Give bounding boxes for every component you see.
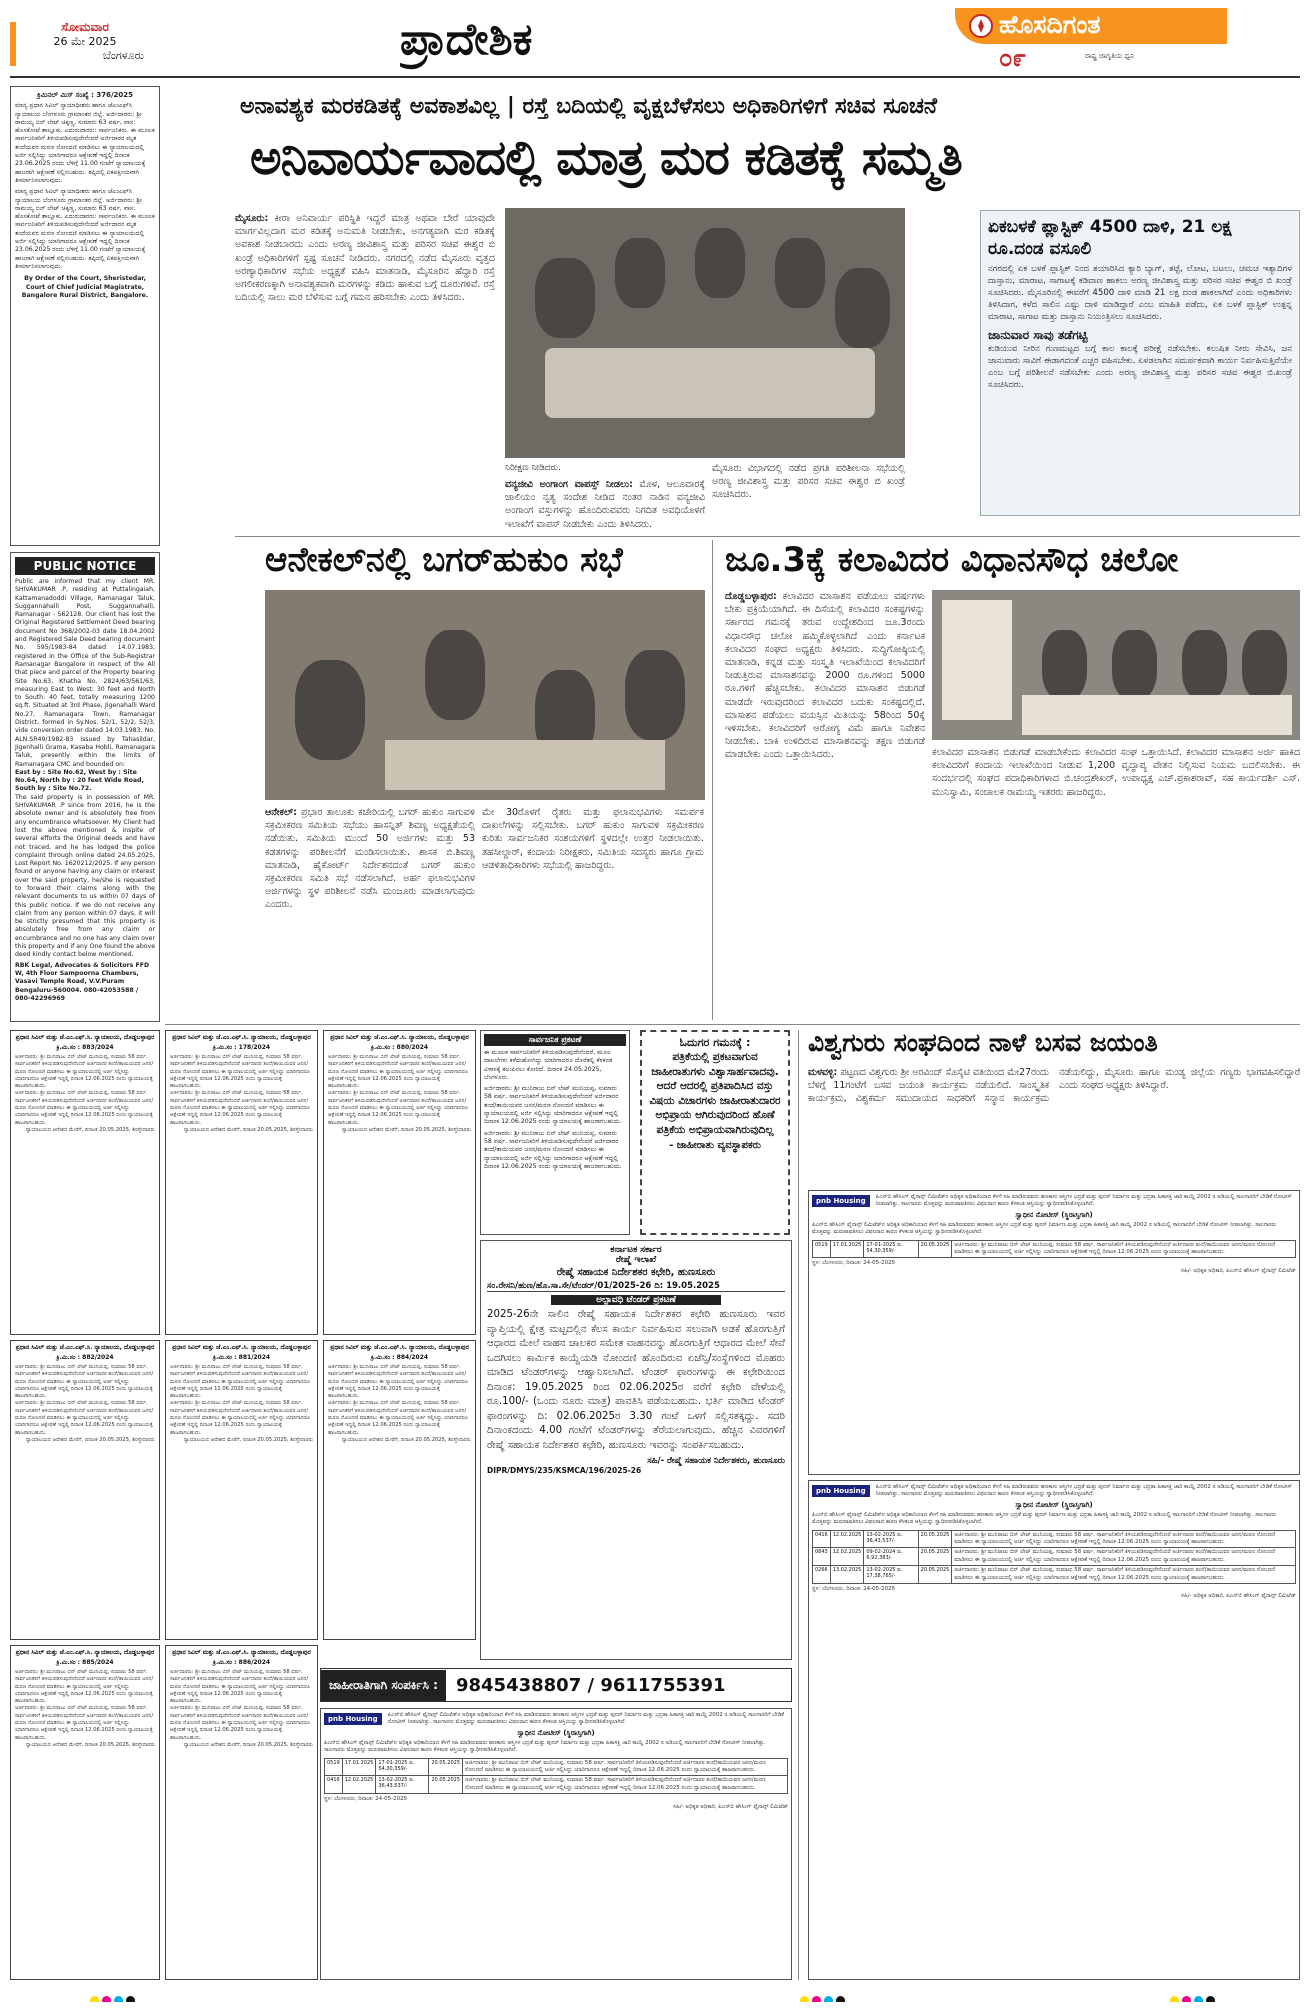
tender-notice [480, 1240, 792, 1660]
anekal-dateline: ಆನೇಕಲ್: [265, 807, 297, 818]
lead-kicker: ಅನಾವಶ್ಯಕ ಮರಕಡಿತಕ್ಕೆ ಅವಕಾಶವಿಲ್ಲ | ರಸ್ತೆ ಬದಿಯಲ್ಲಿ ವೃಕ್ಷಬೆಳೆಸಲು ಅಧಿಕಾರಿಗಳಿಗೆ ಸಚಿವ ಸೂಚನೆ [240, 94, 938, 119]
readers-notice [640, 1030, 790, 1235]
court-notice-body-2: ಮಾನ್ಯ ಪ್ರಧಾನ ಸಿವಿಲ್ ನ್ಯಾಯಾಧೀಶರು ಹಾಗೂ ಜೆಎಂಎಫ್‌ಸಿ ನ್ಯಾಯಾಲಯ ಬೆಂಗಳೂರು ಗ್ರಾಮಾಂತರ ಜಿಲ್ಲೆ. ಅರ್ಜಿದಾರರು: ಶ್ರೀ ರಾಮಯ್ಯ ಬಿನ್ ಲೇಟ್ ಚಿಕ್ಕಣ್ಣ, ಸುಮಾರು 63 ವರ್ಷ, ವಾಸ: ಹೊಸಕೋಟೆ ತಾಲ್ಲೂಕು. ಎದುರುದಾರರು: ಸಾರ್ವಜನಿಕರು. ಈ ಮೂಲಕ ಸಾರ್ವಜನಿಕರಿಗೆ ತಿಳಿಯಪಡಿಸುವುದೇನೆಂದರೆ ಅರ್ಜಿದಾರರ ಮೃತ ತಂದೆಯವರ ಮರಣ ನೋಂದಣಿ ಮಾಡಿಸಲು ಈ ನ್ಯಾಯಾಲಯದಲ್ಲಿ ಅರ್ಜಿ ಸಲ್ಲಿಸಿದ್ದು ಯಾರಿಗಾದರೂ ಆಕ್ಷೇಪಣೆ ಇದ್ದಲ್ಲಿ ದಿನಾಂಕ 23.06.2025 ರಂದು ಬೆಳಿಗ್ಗೆ 11.00 ಗಂಟೆಗೆ ನ್ಯಾಯಾಲಯಕ್ಕೆ ಹಾಜರಾಗಿ ಆಕ್ಷೇಪಣೆ ಸಲ್ಲಿಸಬಹುದು. ತಪ್ಪಿದಲ್ಲಿ ಏಕಪಕ್ಷೀಯವಾಗಿ ತೀರ್ಮಾನಿಸಲಾಗುವುದು. [15, 188, 155, 270]
pnb-notice-bottom: pnb Housing ಪಿಎನ್‌ಬಿ ಹೌಸಿಂಗ್ ಫೈನಾನ್ಸ್ ಲಿಮಿಟೆಡ್‌ನ ಅಧಿಕೃತ ಅಧಿಕಾರಿಯಾದ ಕೆಳಗೆ ಸಹಿ ಮಾಡಿರುವವರು ಹಣಕಾಸು ಆಸ್ತಿಗಳ ಭದ್ರತೆ ಮತ್ತು ಪುನರ್ ನಿರ್ಮಾಣ ಮತ್ತು ಭದ್ರತಾ ಹಿತಾಸಕ್ತಿ ಜಾರಿ ಕಾಯ್ದೆ 2002 ರ ಅಡಿಯಲ್ಲಿ ಸಾಲಗಾರರಿಗೆ ಬೇಡಿಕೆ ನೋಟೀಸ್ ನೀಡಲಾಗಿತ್ತು. ಸಾಲಗಾರರು ಮೊತ್ತವನ್ನು ಮರುಪಾವತಿಸಲು ವಿಫಲರಾದ ಕಾರಣ ಕೆಳಕಂಡ ಆಸ್ತಿಯನ್ನು ಸ್ವಾಧೀನಪಡಿಸಿಕೊಳ್ಳಲಾಗಿದೆ. ಸ್ವಾಧೀನ ನೋಟೀಸ್ (ಸ್ಥಿರಾಸ್ತಿಗಾಗಿ) ಪಿಎನ್‌ಬಿ ಹೌಸಿಂಗ್ ಫೈನಾನ್ಸ್ ಲಿಮಿಟೆಡ್‌ನ ಅಧಿಕೃತ ಅಧಿಕಾರಿಯಾದ ಕೆಳಗೆ ಸಹಿ ಮಾಡಿರುವವರು ಹಣಕಾಸು ಆಸ್ತಿಗಳ ಭದ್ರತೆ ಮತ್ತು ಪುನರ್ ನಿರ್ಮಾಣ ಮತ್ತು ಭದ್ರತಾ ಹಿತಾಸಕ್ತಿ ಜಾರಿ ಕಾಯ್ದೆ 2002 ರ ಅಡಿಯಲ್ಲಿ ಸಾಲಗಾರರಿಗೆ ಬೇಡಿಕೆ ನೋಟೀಸ್ ನೀಡಲಾಗಿತ್ತು. ಸಾಲಗಾರರು ಮೊತ್ತವನ್ನು ಮರುಪಾವತಿಸಲು ವಿಫಲರಾದ ಕಾರಣ ಕೆಳಕಂಡ ಆಸ್ತಿಯನ್ನು ಸ್ವಾಧೀನಪಡಿಸಿಕೊಳ್ಳಲಾಗಿದೆ. 0519 17.01.2025 17-01-2025 ರು. 54,30,359/- 20.05.2025 ಅರ್ಜಿದಾರರು: ಶ್ರೀ ಮುನಿರಾಜು ಬಿನ್ ಲೇಟ್ ಮುನಿಯಪ್ಪ, ಸುಮಾರು 58 ವರ್ಷ. ಸಾರ್ವಜನಿಕರಿಗೆ ತಿಳಿಯಪಡಿಸುವುದೇನೆಂದರೆ ಅರ್ಜಿದಾರರ ತಂದೆ/ತಾಯಿಯವರ ಜನನ/ಮರಣ ನೋಂದಣಿ ಮಾಡಿಸಲು ಈ ನ್ಯಾಯಾಲಯದಲ್ಲಿ ಅರ್ಜಿ ಸಲ್ಲಿಸಿದ್ದು ಯಾರಿಗಾದರೂ ಆಕ್ಷೇಪಣೆ ಇದ್ದಲ್ಲಿ ದಿನಾಂಕ 12.06.2025 ರಂದು ನ್ಯಾಯಾಲಯಕ್ಕೆ ಹಾಜರಾಗಬಹುದು. 0416 12.02.2025 13-02-2025 ರು. 36,43,537/- 20.05.2025 ಅರ್ಜಿದಾರರು: ಶ್ರೀ ಮುನಿರಾಜು ಬಿನ್ ಲೇಟ್ ಮುನಿಯಪ್ಪ, ಸುಮಾರು 58 ವರ್ಷ. ಸಾರ್ವಜನಿಕರಿಗೆ ತಿಳಿಯಪಡಿಸುವುದೇನೆಂದರೆ ಅರ್ಜಿದಾರರ ತಂದೆ/ತಾಯಿಯವರ ಜನನ/ಮರಣ ನೋಂದಣಿ ಮಾಡಿಸಲು ಈ ನ್ಯಾಯಾಲಯದಲ್ಲಿ ಅರ್ಜಿ ಸಲ್ಲಿಸಿದ್ದು ಯಾರಿಗಾದರೂ ಆಕ್ಷೇಪಣೆ ಇದ್ದಲ್ಲಿ ದಿನಾಂಕ 12.06.2025 ರಂದು ನ್ಯಾಯಾಲಯಕ್ಕೆ ಹಾಜರಾಗಬಹುದು. ಸ್ಥಳ: ಬೆಂಗಳೂರು, ದಿನಾಂಕ: 24-05-2025 ಸಹಿ/- ಅಧಿಕೃತ ಅಧಿಕಾರಿ, ಪಿಎನ್‌ಬಿ ಹೌಸಿಂಗ್ ಫೈನಾನ್ಸ್ ಲಿಮಿಟೆಡ್ [320, 1708, 792, 1980]
masthead [955, 8, 1227, 72]
anekal-body-col1: ಆನೇಕಲ್: ಪ್ರಭಾರ ತಾಲೂಕು ಕಚೇರಿಯಲ್ಲಿ ಬಗರ್ ಹುಕುಂ ಸಾಗುವಳಿ ಸಕ್ರಮೀಕರಣ ಸಮಿತಿಯ ಸಭೆಯು ಹಾಸನ್ನಿತ್ ಶಿವಣ್ಣ ಅಧ್ಯಕ್ಷತೆಯಲ್ಲಿ ನಡೆಯಿತು. ಸಮಿತಿಯ ಮುಂದೆ 50 ಅರ್ಜಿಗಳು ಮತ್ತು 53 ಕಡತಗಳನ್ನು ಪರಿಶೀಲನೆಗೆ ಮಂಡಿಸಲಾಯಿತು. ಶಾಸಕ ಬಿ.ಶಿವಣ್ಣ ಮಾತನಾಡಿ, ಹೈಕೋರ್ಟ್ ನಿರ್ದೇಶನದಂತೆ ಬಗರ್ ಹುಕುಂ ಸಕ್ರಮೀಕರಣ ಸಮಿತಿ ಸಭೆ ನಡೆಸಲಾಗಿದೆ. ಅರ್ಹ ಫಲಾನುಭವಿಗಳ ಅರ್ಜಿಗಳನ್ನು ಸ್ಥಳ ಪರಿಶೀಲನೆ ನಡೆಸಿ ಮಂಜೂರು ಮಾಡಲಾಗುವುದು ಎಂದರು. [265, 807, 475, 911]
registration-marks-left [90, 1990, 150, 2002]
anekal-body-col2: ಮೇ 30ರೊಳಗೆ ರೈತರು ಮತ್ತು ಫಲಾನುಭವಿಗಳು ಸಮರ್ಪಕ ದಾಖಲೆಗಳನ್ನು ಸಲ್ಲಿಸಬೇಕು. ಬಗರ್ ಹುಕುಂ ಸಾಗುವಳಿ ಸಕ್ರಮೀಕರಣ ಕುರಿತು ಸಾರ್ವಜನಿಕರ ಸಂಶಯಗಳಿಗೆ ಸ್ಥಳದಲ್ಲೇ ಉತ್ತರ ನೀಡಲಾಯಿತು. ತಹಸೀಲ್ದಾರ್, ಕಂದಾಯ ನಿರೀಕ್ಷಕರು, ಸಮಿತಿಯ ಸದಸ್ಯರು ಹಾಗೂ ಗ್ರಾಮ ಆಡಳಿತಾಧಿಕಾರಿಗಳು ಸಭೆಯಲ್ಲಿ ಹಾಜರಿದ್ದರು. [482, 807, 704, 871]
tender-body: 2025-26ನೇ ಸಾಲಿನ ರೇಷ್ಮೆ ಸಹಾಯಕ ನಿರ್ದೇಶಕರ ಕಛೇರಿ ಹುಣಸೂರು ಇವರ ವ್ಯಾಪ್ತಿಯಲ್ಲಿ ಕ್ಷೇತ್ರ ಮಟ್ಟದಲ್ಲಿನ ಕೆಲಸ ಕಾರ್ಯ ನಿರ್ವಹಿಸುವ ಸಲುವಾಗಿ ಅಡಕೆ ಹೊರಗುತ್ತಿಗೆ ಆಧಾರದ ಮೇಲೆ ವಾಹನ ಚಾಲಕರ ಸಮೇತ ವಾಹನವನ್ನು ಹೊರಗುತ್ತಿಗೆ ಆಧಾರದ ಮೇಲೆ ಸೇವೆ ಒದಗಿಸಲು ಕಾರ್ಮಿಕ ಕಾಯ್ದೆಯಡಿ ನೋಂದಣಿ ಹೊಂದಿರುವ ಏಜೆನ್ಸಿ/ಸಂಸ್ಥೆಗಳಿಂದ ಮೊಹರು ಮಾಡಿದ ಟೆಂಡರ್‌ಗಳನ್ನು ಆಹ್ವಾನಿಸಲಾಗಿದೆ. ಟೆಂಡರ್ ಫಾರಂಗಳನ್ನು ಈ ಕಛೇರಿಯಿಂದ ದಿನಾಂಕ: 19.05.2025 ರಿಂದ 02.06.2025ರ ವರೆಗೆ ಕಛೇರಿ ವೇಳೆಯಲ್ಲಿ ರೂ.100/- (ಒಂದು ನೂರು ಮಾತ್ರ) ಪಾವತಿಸಿ ಪಡೆಯಬಹುದು. ಭರ್ತಿ ಮಾಡಿದ ಟೆಂಡರ್ ಫಾರಂಗಳನ್ನು ದಿ: 02.06.2025ರ 3.30 ಗಂಟೆ ಒಳಗೆ ಸಲ್ಲಿಸತಕ್ಕದ್ದು. ಸದರಿ ದಿನಾಂಕದಂದು 4.00 ಗಂಟೆಗೆ ಟೆಂಡರ್‌ಗಳನ್ನು ತೆರೆಯಲಾಗುವುದು. ಹೆಚ್ಚಿನ ವಿವರಗಳಿಗೆ ರೇಷ್ಮೆ ಸಹಾಯಕ ನಿರ್ದೇಶಕರ ಕಛೇರಿ, ಹುಣಸೂರು ಇವರನ್ನು ಸಂಪರ್ಕಿಸಬಹುದು. [487, 1309, 785, 1451]
public-notice [10, 552, 160, 1022]
public-ad: ಸಾರ್ವಜನಿಕ ಪ್ರಕಟಣೆ ಈ ಮೂಲಕ ಸಾರ್ವಜನಿಕರಿಗೆ ತಿಳಿಯಪಡಿಸುವುದೇನೆಂದರೆ, ಮೂಲ ದಾಖಲೆಗಳು ಕಳೆದುಹೋಗಿದ್ದು ಯಾರಿಗಾದರೂ ದೊರೆತಲ್ಲಿ ಕೆಳಕಂಡ ವಿಳಾಸಕ್ಕೆ ತಲುಪಿಸಲು ಕೋರಿದೆ. ದಿನಾಂಕ 24.05.2025, ಬೆಂಗಳೂರು. ಅರ್ಜಿದಾರರು: ಶ್ರೀ ಮುನಿರಾಜು ಬಿನ್ ಲೇಟ್ ಮುನಿಯಪ್ಪ, ಸುಮಾರು 58 ವರ್ಷ. ಸಾರ್ವಜನಿಕರಿಗೆ ತಿಳಿಯಪಡಿಸುವುದೇನೆಂದರೆ ಅರ್ಜಿದಾರರ ತಂದೆ/ತಾಯಿಯವರ ಜನನ/ಮರಣ ನೋಂದಣಿ ಮಾಡಿಸಲು ಈ ನ್ಯಾಯಾಲಯದಲ್ಲಿ ಅರ್ಜಿ ಸಲ್ಲಿಸಿದ್ದು ಯಾರಿಗಾದರೂ ಆಕ್ಷೇಪಣೆ ಇದ್ದಲ್ಲಿ ದಿನಾಂಕ 12.06.2025 ರಂದು ನ್ಯಾಯಾಲಯಕ್ಕೆ ಹಾಜರಾಗಬಹುದು. ಅರ್ಜಿದಾರರು: ಶ್ರೀ ಮುನಿರಾಜು ಬಿನ್ ಲೇಟ್ ಮುನಿಯಪ್ಪ, ಸುಮಾರು 58 ವರ್ಷ. ಸಾರ್ವಜನಿಕರಿಗೆ ತಿಳಿಯಪಡಿಸುವುದೇನೆಂದರೆ ಅರ್ಜಿದಾರರ ತಂದೆ/ತಾಯಿಯವರ ಜನನ/ಮರಣ ನೋಂದಣಿ ಮಾಡಿಸಲು ಈ ನ್ಯಾಯಾಲಯದಲ್ಲಿ ಅರ್ಜಿ ಸಲ್ಲಿಸಿದ್ದು ಯಾರಿಗಾದರೂ ಆಕ್ಷೇಪಣೆ ಇದ್ದಲ್ಲಿ ದಿನಾಂಕ 12.06.2025 ರಂದು ನ್ಯಾಯಾಲಯಕ್ಕೆ ಹಾಜರಾಗಬಹುದು. [480, 1030, 630, 1235]
artists-dateline: ದೊಡ್ಡಬಳ್ಳಾಪುರ: [725, 591, 777, 602]
lead-photo [505, 208, 905, 458]
artists-photo [932, 590, 1300, 740]
rule-upper-bottom [165, 1024, 1300, 1025]
court-ad: ಪ್ರಧಾನ ಸಿವಿಲ್ ಮತ್ತು ಜೆ.ಎಂ.ಎಫ್.ಸಿ. ನ್ಯಾಯಾಲಯ, ದೊಡ್ಡಬಳ್ಳಾಪುರ ಕ್ರಿ.ಮಿ.ಸಂ : 885/2024 ಅರ್ಜಿದಾರರು: ಶ್ರೀ ಮುನಿರಾಜು ಬಿನ್ ಲೇಟ್ ಮುನಿಯಪ್ಪ, ಸುಮಾರು 58 ವರ್ಷ. ಸಾರ್ವಜನಿಕರಿಗೆ ತಿಳಿಯಪಡಿಸುವುದೇನೆಂದರೆ ಅರ್ಜಿದಾರರ ತಂದೆ/ತಾಯಿಯವರ ಜನನ/ಮರಣ ನೋಂದಣಿ ಮಾಡಿಸಲು ಈ ನ್ಯಾಯಾಲಯದಲ್ಲಿ ಅರ್ಜಿ ಸಲ್ಲಿಸಿದ್ದು ಯಾರಿಗಾದರೂ ಆಕ್ಷೇಪಣೆ ಇದ್ದಲ್ಲಿ ದಿನಾಂಕ 12.06.2025 ರಂದು ನ್ಯಾಯಾಲಯಕ್ಕೆ ಹಾಜರಾಗಬಹುದು. ಅರ್ಜಿದಾರರು: ಶ್ರೀ ಮುನಿರಾಜು ಬಿನ್ ಲೇಟ್ ಮುನಿಯಪ್ಪ, ಸುಮಾರು 58 ವರ್ಷ. ಸಾರ್ವಜನಿಕರಿಗೆ ತಿಳಿಯಪಡಿಸುವುದೇನೆಂದರೆ ಅರ್ಜಿದಾರರ ತಂದೆ/ತಾಯಿಯವರ ಜನನ/ಮರಣ ನೋಂದಣಿ ಮಾಡಿಸಲು ಈ ನ್ಯಾಯಾಲಯದಲ್ಲಿ ಅರ್ಜಿ ಸಲ್ಲಿಸಿದ್ದು ಯಾರಿಗಾದರೂ ಆಕ್ಷೇಪಣೆ ಇದ್ದಲ್ಲಿ ದಿನಾಂಕ 12.06.2025 ರಂದು ನ್ಯಾಯಾಲಯಕ್ಕೆ ಹಾಜರಾಗಬಹುದು. ನ್ಯಾಯಾಲಯದ ಆದೇಶದ ಮೇರೆಗೆ, ದಿನಾಂಕ 20.05.2025, ಶಿರಸ್ತೇದಾರರು [10, 1645, 160, 1980]
pnb-logo: pnb Housing [812, 1485, 870, 1497]
basava-body: ಮಳವಳ್ಳಿ: ಪಟ್ಟಣದ ವಿಶ್ವಗುರು ಶ್ರೀ ಅರವಿಂದ್ ಸೊಸೈಟಿ ವತಿಯಿಂದ ಮೇ27ರಂದು ಬೆಳಿಗ್ಗೆ 11ಗಂಟೆಗೆ ಬಸವ ಜಯಂತಿ ಕಾರ್ಯಕ್ರಮ ನಡೆಯಲಿದೆ. ಸಾಂಸ್ಕೃತಿಕ ಕಾರ್ಯಕ್ರಮ, ವಿಶ್ವಕರ್ಮ ಸಮುದಾಯದ ಸಾಧಕರಿಗೆ ಸನ್ಮಾನ ಕಾರ್ಯಕ್ರಮ ನಡೆಯಲಿದ್ದು, ಮೈಸೂರು ಹಾಗೂ ಮಂಡ್ಯ ಜಿಲ್ಲೆಯ ಗಣ್ಯರು ಭಾಗವಹಿಸಲಿದ್ದಾರೆ ಎಂದು ಸಂಘದ ಅಧ್ಯಕ್ಷರು ತಿಳಿಸಿದ್ದಾರೆ. [808, 1067, 1300, 1104]
artists-body-col1: ದೊಡ್ಡಬಳ್ಳಾಪುರ: ಕಲಾವಿದರ ಮಾಸಾಶನ ಪಡೆಯಲು ವರ್ಷಗಳು ಬೇಕು ಪ್ರಕ್ರಿಯೆಯಾಗಿದೆ. ಈ ದಿಸೆಯಲ್ಲಿ ಕಲಾವಿದರ ಸಂಕಷ್ಟಗಳನ್ನು ಸರ್ಕಾರದ ಗಮನಕ್ಕೆ ತರುವ ಉದ್ದೇಶದಿಂದ ಜೂ.3ರಂದು ವಿಧಾನಸೌಧ ಚಲೋ ಹಮ್ಮಿಕೊಳ್ಳಲಾಗಿದೆ ಎಂದು ಕರ್ನಾಟಕ ಕಲಾವಿದರ ಸಂಘದ ಅಧ್ಯಕ್ಷರು ತಿಳಿಸಿದರು. ಸುದ್ದಿಗೋಷ್ಠಿಯಲ್ಲಿ ಮಾತನಾಡಿ, ಕನ್ನಡ ಮತ್ತು ಸಂಸ್ಕೃತಿ ಇಲಾಖೆಯಿಂದ ಕಲಾವಿದರಿಗೆ ನೀಡುತ್ತಿರುವ ಮಾಸಾಶನವನ್ನು 2000 ರೂ.ಗಳಿಂದ 5000 ರೂ.ಗಳಿಗೆ ಹೆಚ್ಚಿಸಬೇಕು. ಕಲಾವಿದರ ಮಾಸಾಶನ ಬಿಡುಗಡೆ ಮಾಡದೇ ಇರುವುದರಿಂದ ಕಲಾವಿದರ ಬದುಕು ಸಂಕಷ್ಟದಲ್ಲಿದೆ. ಮಾಸಾಶನ ಪಡೆಯಲು ವಯಸ್ಸಿನ ಮಿತಿಯನ್ನು 58ರಿಂದ 50ಕ್ಕೆ ಇಳಿಸಬೇಕು. ಕಲಾವಿದರಿಗೆ ಆರೋಗ್ಯ ವಿಮೆ ಹಾಗೂ ನಿವೇಶನ ನೀಡಬೇಕು. ಬಾಕಿ ಉಳಿದಿರುವ ಮಾಸಾಶನವನ್ನು ತಕ್ಷಣ ಬಿಡುಗಡೆ ಮಾಡಬೇಕು ಎಂದು ಒತ್ತಾಯಿಸಿದರು. [725, 591, 925, 761]
anekal-photo [265, 590, 705, 800]
artists-headline: ಜೂ.3ಕ್ಕೆ ಕಲಾವಿದರ ವಿಧಾನಸೌಧ ಚಲೋ [725, 540, 1179, 580]
lead-body-col1 [235, 212, 495, 530]
plastic-subhead: ಜಾನುವಾರ ಸಾವು ತಡೆಗಟ್ಟಿ [988, 328, 1088, 342]
ad-contact-label: ಜಾಹೀರಾತಿಗಾಗಿ ಸಂಪರ್ಕಿಸಿ : [321, 1670, 446, 1701]
registration-marks-mid [800, 1990, 860, 2002]
table-row: 0416 12.02.2025 13-02-2025 ರು. 36,43,537/- 20.05.2025 ಅರ್ಜಿದಾರರು: ಶ್ರೀ ಮುನಿರಾಜು ಬಿನ್ ಲೇಟ್ ಮುನಿಯಪ್ಪ, ಸುಮಾರು 58 ವರ್ಷ. ಸಾರ್ವಜನಿಕರಿಗೆ ತಿಳಿಯಪಡಿಸುವುದೇನೆಂದರೆ ಅರ್ಜಿದಾರರ ತಂದೆ/ತಾಯಿಯವರ ಜನನ/ಮರಣ ನೋಂದಣಿ ಮಾಡಿಸಲು ಈ ನ್ಯಾಯಾಲಯದಲ್ಲಿ ಅರ್ಜಿ ಸಲ್ಲಿಸಿದ್ದು ಯಾರಿಗಾದರೂ ಆಕ್ಷೇಪಣೆ ಇದ್ದಲ್ಲಿ ದಿನಾಂಕ 12.06.2025 ರಂದು ನ್ಯಾಯಾಲಯಕ್ಕೆ ಹಾಜರಾಗಬಹುದು. [813, 1530, 1296, 1548]
pnb-table [324, 1758, 788, 1795]
plastic-body: ನಗರದಲ್ಲಿ ಏಕ ಬಳಕೆ ಪ್ಲಾಸ್ಟಿಕ್ ನಿಂದ ತಯಾರಿಸಿದ ಕ್ಯಾರಿ ಬ್ಯಾಗ್, ತಟ್ಟೆ, ಲೋಟ, ಬಟಲು, ಚಮಚ ಇತ್ಯಾದಿಗಳ ದಾಸ್ತಾನು, ಮಾರಾಟ, ಸಾಗಾಟಕ್ಕೆ ಕಡಿವಾಣ ಹಾಕಲು ಅರಣ್ಯ ಜೀವಿಶಾಸ್ತ್ರ ಮತ್ತು ಪರಿಸರ ಸಚಿವ ಈಶ್ವರ ಬಿ ಖಂಡ್ರೆ ಸೂಚಿಸಿದರು. ಮೈಸೂರಿನಲ್ಲಿ ಈವರೆಗೆ 4500 ದಾಳಿ ಮಾಡಿ 21 ಲಕ್ಷ ದಂಡ ಹಾಕಲಾಗಿದೆ ಎಂದು ಅಧಿಕಾರಿಗಳು ತಿಳಿಸಿದಾಗ, ಕಳೆದ ಸಾಲಿನ ಎಷ್ಟು ದಾಳಿ ಮಾಡಿದ್ದಾರೆ ಎಂಬ ಮಾಹಿತಿ ಪಡೆದು, ಏಕ ಬಳಕೆ ಪ್ಲಾಸ್ಟಿಕ್ ಉತ್ಪನ್ನ ಮಾರಾಟ, ಸಾಗಾಟ ಮತ್ತು ದಾಸ್ತಾನು ನಿಯಂತ್ರಿಸಲು ಸೂಚಿಸಿದರು. [988, 264, 1292, 322]
pnb-table [812, 1530, 1296, 1584]
public-notice-body: Public are informed that my client MR. SHIVAKUMAR .P, residing at Puttalingaiah, Kattamanadoddi Village, Ramanagar Taluk, Suggannahalli Post, Suggannahalli, Ramanagar - 562128. Our client has lost the Original Registered Settlement Deed bearing document No 368/2002-03 date 18.04.2002 and Registered Sale Deed bearing document No. 595/1983-84 dated 14.07.1983, registered in the Office of the Sub-Registrar Ramanagar Bangalore in respect of the All that piece and parcel of the Property bearing Site No.63, Khatha No. 2824/63/561/63, measuring East to West: 30 feet and North to South: 40 feet, totally measuring 1200 sq.ft. Situated at 3rd Phase, Jigenahalli Ward No.27, Ramanagara Town, Ramanagar District, formed in Sy.Nos. 52/1, 52/2, 52/3, vide conversion order dated 14.03.1983, No. ALN.SR49/1982-83 issued by Tahasildar, Jigenhalli Grama, Kasaba Hobli, Ramanagara Taluk, presently within the limits of Ramanagara CMC and bounded on: [15, 578, 155, 768]
anekal-headline: ಆನೇಕಲ್‌ನಲ್ಲಿ ಬಗರ್‌ಹುಕುಂ ಸಭೆ [265, 540, 623, 580]
basava-dateline: ಮಳವಳ್ಳಿ: [808, 1067, 838, 1078]
table-row: 0519 17.01.2025 17-01-2025 ರು. 54,30,359/- 20.05.2025 ಅರ್ಜಿದಾರರು: ಶ್ರೀ ಮುನಿರಾಜು ಬಿನ್ ಲೇಟ್ ಮುನಿಯಪ್ಪ, ಸುಮಾರು 58 ವರ್ಷ. ಸಾರ್ವಜನಿಕರಿಗೆ ತಿಳಿಯಪಡಿಸುವುದೇನೆಂದರೆ ಅರ್ಜಿದಾರರ ತಂದೆ/ತಾಯಿಯವರ ಜನನ/ಮರಣ ನೋಂದಣಿ ಮಾಡಿಸಲು ಈ ನ್ಯಾಯಾಲಯದಲ್ಲಿ ಅರ್ಜಿ ಸಲ್ಲಿಸಿದ್ದು ಯಾರಿಗಾದರೂ ಆಕ್ಷೇಪಣೆ ಇದ್ದಲ್ಲಿ ದಿನಾಂಕ 12.06.2025 ರಂದು ನ್ಯಾಯಾಲಯಕ್ಕೆ ಹಾಜರಾಗಬಹುದು. [813, 1240, 1296, 1258]
artists-body-col2: ಕಲಾವಿದರ ಮಾಸಾಶನ ಬಿಡುಗಡೆ ಮಾಡಬೇಕೆಂದು ಕಲಾವಿದರ ಸಂಘ ಒತ್ತಾಯಿಸಿದೆ. ಕಲಾವಿದರ ಮಾಸಾಶನ ಅರ್ಜಿ ಹಾಕಿದ ಕಲಾವಿದರಿಗೆ ಕಂದಾಯ ಇಲಾಖೆಯಿಂದ ನೀಡುವ 1,200 ವೃದ್ಧಾಪ್ಯ ವೇತನ ನಿಲ್ಲಿಸುವ ನಿಯಮ ಬದಲಿಸಬೇಕು. ಈ ಸಂದರ್ಭದಲ್ಲಿ ಸಂಘದ ಪದಾಧಿಕಾರಿಗಳಾದ ಬಿ.ಚಂದ್ರಶೇಖರ್, ಉಪಾಧ್ಯಕ್ಷ ಎಚ್.ಪ್ರಕಾಶರಾವ್, ಸಹ ಕಾರ್ಯದರ್ಶಿ ಎಸ್. ಮುನಿಸ್ವಾಮಿ, ಸಂಚಾಲಕ ರಾಮಯ್ಯ ಇತರರು ಹಾಜರಿದ್ದರು. [932, 747, 1300, 798]
ad-contact-bar [320, 1668, 792, 1702]
pnb-notice-1: pnb Housing ಪಿಎನ್‌ಬಿ ಹೌಸಿಂಗ್ ಫೈನಾನ್ಸ್ ಲಿಮಿಟೆಡ್‌ನ ಅಧಿಕೃತ ಅಧಿಕಾರಿಯಾದ ಕೆಳಗೆ ಸಹಿ ಮಾಡಿರುವವರು ಹಣಕಾಸು ಆಸ್ತಿಗಳ ಭದ್ರತೆ ಮತ್ತು ಪುನರ್ ನಿರ್ಮಾಣ ಮತ್ತು ಭದ್ರತಾ ಹಿತಾಸಕ್ತಿ ಜಾರಿ ಕಾಯ್ದೆ 2002 ರ ಅಡಿಯಲ್ಲಿ ಸಾಲಗಾರರಿಗೆ ಬೇಡಿಕೆ ನೋಟೀಸ್ ನೀಡಲಾಗಿತ್ತು. ಸಾಲಗಾರರು ಮೊತ್ತವನ್ನು ಮರುಪಾವತಿಸಲು ವಿಫಲರಾದ ಕಾರಣ ಕೆಳಕಂಡ ಆಸ್ತಿಯನ್ನು ಸ್ವಾಧೀನಪಡಿಸಿಕೊಳ್ಳಲಾಗಿದೆ. ಸ್ವಾಧೀನ ನೋಟೀಸ್ (ಸ್ಥಿರಾಸ್ತಿಗಾಗಿ) ಪಿಎನ್‌ಬಿ ಹೌಸಿಂಗ್ ಫೈನಾನ್ಸ್ ಲಿಮಿಟೆಡ್‌ನ ಅಧಿಕೃತ ಅಧಿಕಾರಿಯಾದ ಕೆಳಗೆ ಸಹಿ ಮಾಡಿರುವವರು ಹಣಕಾಸು ಆಸ್ತಿಗಳ ಭದ್ರತೆ ಮತ್ತು ಪುನರ್ ನಿರ್ಮಾಣ ಮತ್ತು ಭದ್ರತಾ ಹಿತಾಸಕ್ತಿ ಜಾರಿ ಕಾಯ್ದೆ 2002 ರ ಅಡಿಯಲ್ಲಿ ಸಾಲಗಾರರಿಗೆ ಬೇಡಿಕೆ ನೋಟೀಸ್ ನೀಡಲಾಗಿತ್ತು. ಸಾಲಗಾರರು ಮೊತ್ತವನ್ನು ಮರುಪಾವತಿಸಲು ವಿಫಲರಾದ ಕಾರಣ ಕೆಳಕಂಡ ಆಸ್ತಿಯನ್ನು ಸ್ವಾಧೀನಪಡಿಸಿಕೊಳ್ಳಲಾಗಿದೆ. 0519 17.01.2025 17-01-2025 ರು. 54,30,359/- 20.05.2025 ಅರ್ಜಿದಾರರು: ಶ್ರೀ ಮುನಿರಾಜು ಬಿನ್ ಲೇಟ್ ಮುನಿಯಪ್ಪ, ಸುಮಾರು 58 ವರ್ಷ. ಸಾರ್ವಜನಿಕರಿಗೆ ತಿಳಿಯಪಡಿಸುವುದೇನೆಂದರೆ ಅರ್ಜಿದಾರರ ತಂದೆ/ತಾಯಿಯವರ ಜನನ/ಮರಣ ನೋಂದಣಿ ಮಾಡಿಸಲು ಈ ನ್ಯಾಯಾಲಯದಲ್ಲಿ ಅರ್ಜಿ ಸಲ್ಲಿಸಿದ್ದು ಯಾರಿಗಾದರೂ ಆಕ್ಷೇಪಣೆ ಇದ್ದಲ್ಲಿ ದಿನಾಂಕ 12.06.2025 ರಂದು ನ್ಯಾಯಾಲಯಕ್ಕೆ ಹಾಜರಾಗಬಹುದು. ಸ್ಥಳ: ಬೆಂಗಳೂರು, ದಿನಾಂಕ: 24-05-2025 ಸಹಿ/- ಅಧಿಕೃತ ಅಧಿಕಾರಿ, ಪಿಎನ್‌ಬಿ ಹೌಸಿಂಗ್ ಫೈನಾನ್ಸ್ ಲಿಮಿಟೆಡ್ [808, 1190, 1300, 1475]
header-city: ಬೆಂಗಳೂರು [102, 49, 144, 62]
table-row: 0266 13.02.2025 13-02-2025 ರು. 17,38,765/- 20.05.2025 ಅರ್ಜಿದಾರರು: ಶ್ರೀ ಮುನಿರಾಜು ಬಿನ್ ಲೇಟ್ ಮುನಿಯಪ್ಪ, ಸುಮಾರು 58 ವರ್ಷ. ಸಾರ್ವಜನಿಕರಿಗೆ ತಿಳಿಯಪಡಿಸುವುದೇನೆಂದರೆ ಅರ್ಜಿದಾರರ ತಂದೆ/ತಾಯಿಯವರ ಜನನ/ಮರಣ ನೋಂದಣಿ ಮಾಡಿಸಲು ಈ ನ್ಯಾಯಾಲಯದಲ್ಲಿ ಅರ್ಜಿ ಸಲ್ಲಿಸಿದ್ದು ಯಾರಿಗಾದರೂ ಆಕ್ಷೇಪಣೆ ಇದ್ದಲ್ಲಿ ದಿನಾಂಕ 12.06.2025 ರಂದು ನ್ಯಾಯಾಲಯಕ್ಕೆ ಹಾಜರಾಗಬಹುದು. [813, 1566, 1296, 1584]
tender-dept: ರೇಷ್ಮೆ ಇಲಾಖೆ [615, 1255, 657, 1265]
plastic-side-box [980, 210, 1300, 516]
court-ad: ಪ್ರಧಾನ ಸಿವಿಲ್ ಮತ್ತು ಜೆ.ಎಂ.ಎಫ್.ಸಿ. ನ್ಯಾಯಾಲಯ, ದೊಡ್ಡಬಳ್ಳಾಪುರ ಕ್ರಿ.ಮಿ.ಸಂ : 881/2024 ಅರ್ಜಿದಾರರು: ಶ್ರೀ ಮುನಿರಾಜು ಬಿನ್ ಲೇಟ್ ಮುನಿಯಪ್ಪ, ಸುಮಾರು 58 ವರ್ಷ. ಸಾರ್ವಜನಿಕರಿಗೆ ತಿಳಿಯಪಡಿಸುವುದೇನೆಂದರೆ ಅರ್ಜಿದಾರರ ತಂದೆ/ತಾಯಿಯವರ ಜನನ/ಮರಣ ನೋಂದಣಿ ಮಾಡಿಸಲು ಈ ನ್ಯಾಯಾಲಯದಲ್ಲಿ ಅರ್ಜಿ ಸಲ್ಲಿಸಿದ್ದು ಯಾರಿಗಾದರೂ ಆಕ್ಷೇಪಣೆ ಇದ್ದಲ್ಲಿ ದಿನಾಂಕ 12.06.2025 ರಂದು ನ್ಯಾಯಾಲಯಕ್ಕೆ ಹಾಜರಾಗಬಹುದು. ಅರ್ಜಿದಾರರು: ಶ್ರೀ ಮುನಿರಾಜು ಬಿನ್ ಲೇಟ್ ಮುನಿಯಪ್ಪ, ಸುಮಾರು 58 ವರ್ಷ. ಸಾರ್ವಜನಿಕರಿಗೆ ತಿಳಿಯಪಡಿಸುವುದೇನೆಂದರೆ ಅರ್ಜಿದಾರರ ತಂದೆ/ತಾಯಿಯವರ ಜನನ/ಮರಣ ನೋಂದಣಿ ಮಾಡಿಸಲು ಈ ನ್ಯಾಯಾಲಯದಲ್ಲಿ ಅರ್ಜಿ ಸಲ್ಲಿಸಿದ್ದು ಯಾರಿಗಾದರೂ ಆಕ್ಷೇಪಣೆ ಇದ್ದಲ್ಲಿ ದಿನಾಂಕ 12.06.2025 ರಂದು ನ್ಯಾಯಾಲಯಕ್ಕೆ ಹಾಜರಾಗಬಹುದು. ನ್ಯಾಯಾಲಯದ ಆದೇಶದ ಮೇರೆಗೆ, ದಿನಾಂಕ 20.05.2025, ಶಿರಸ್ತೇದಾರರು [165, 1340, 318, 1640]
page-number: ೦೯ [999, 44, 1026, 72]
header-day: ಸೋಮವಾರ [61, 20, 109, 34]
pnb-logo: pnb Housing [812, 1195, 870, 1207]
table-row: 0519 17.01.2025 17-01-2025 ರು. 54,30,359/- 20.05.2025 ಅರ್ಜಿದಾರರು: ಶ್ರೀ ಮುನಿರಾಜು ಬಿನ್ ಲೇಟ್ ಮುನಿಯಪ್ಪ, ಸುಮಾರು 58 ವರ್ಷ. ಸಾರ್ವಜನಿಕರಿಗೆ ತಿಳಿಯಪಡಿಸುವುದೇನೆಂದರೆ ಅರ್ಜಿದಾರರ ತಂದೆ/ತಾಯಿಯವರ ಜನನ/ಮರಣ ನೋಂದಣಿ ಮಾಡಿಸಲು ಈ ನ್ಯಾಯಾಲಯದಲ್ಲಿ ಅರ್ಜಿ ಸಲ್ಲಿಸಿದ್ದು ಯಾರಿಗಾದರೂ ಆಕ್ಷೇಪಣೆ ಇದ್ದಲ್ಲಿ ದಿನಾಂಕ 12.06.2025 ರಂದು ನ್ಯಾಯಾಲಯಕ್ಕೆ ಹಾಜರಾಗಬಹುದು. [325, 1758, 788, 1776]
tender-ref: ಸಂ.ರೇಸನಿ/ಹುಣ/ಹೊ.ಸಾ.ಸೇ/ಟೆಂಡರ್/01/2025-26 ದಿ: 19.05.2025 [487, 1281, 785, 1292]
header-left-bar [10, 22, 16, 66]
registration-marks-right [1170, 1990, 1230, 2002]
rule-right-block [798, 1030, 799, 1980]
tender-gov: ಕರ್ನಾಟಕ ಸರ್ಕಾರ [610, 1245, 662, 1255]
public-notice-body-2: The said property is in possession of MR. SHIVAKUMAR .P since from 2016, he is the absolute owner and is absolutely free from any encumbrance whatsoever. My Client had lost the above mentioned & inspite of several efforts the Original deeds and have not traced, and he has lodged the police complaint through online dated 24.05.2025, Lost Report No. 1620212/2025. If any person found or anyone having any claim or interest over the said property, he/she is requested to forward their claims along with the relevant documents to us within 07 days of this public notice. If we do not receive any claim from any person within 07 days, it will be strictly presumed that this property is absolutely free from any claim or encumbrance and no one has any claim over this property and if any One found the above deed kindly contact below mentioned. [15, 793, 155, 959]
masthead-name: ಹೊಸದಿಗಂತ [999, 10, 1101, 39]
ad-contact-phone: 9845438807 / 9611755391 [455, 1674, 726, 1696]
tender-office: ರೇಷ್ಮೆ ಸಹಾಯಕ ನಿರ್ದೇಶಕರ ಕಛೇರಿ, ಹುಣಸೂರು [556, 1267, 716, 1278]
readers-notice-sign: - ಜಾಹೀರಾತು ವ್ಯವಸ್ಥಾಪಕರು [669, 1139, 761, 1151]
pnb-notice-2: pnb Housing ಪಿಎನ್‌ಬಿ ಹೌಸಿಂಗ್ ಫೈನಾನ್ಸ್ ಲಿಮಿಟೆಡ್‌ನ ಅಧಿಕೃತ ಅಧಿಕಾರಿಯಾದ ಕೆಳಗೆ ಸಹಿ ಮಾಡಿರುವವರು ಹಣಕಾಸು ಆಸ್ತಿಗಳ ಭದ್ರತೆ ಮತ್ತು ಪುನರ್ ನಿರ್ಮಾಣ ಮತ್ತು ಭದ್ರತಾ ಹಿತಾಸಕ್ತಿ ಜಾರಿ ಕಾಯ್ದೆ 2002 ರ ಅಡಿಯಲ್ಲಿ ಸಾಲಗಾರರಿಗೆ ಬೇಡಿಕೆ ನೋಟೀಸ್ ನೀಡಲಾಗಿತ್ತು. ಸಾಲಗಾರರು ಮೊತ್ತವನ್ನು ಮರುಪಾವತಿಸಲು ವಿಫಲರಾದ ಕಾರಣ ಕೆಳಕಂಡ ಆಸ್ತಿಯನ್ನು ಸ್ವಾಧೀನಪಡಿಸಿಕೊಳ್ಳಲಾಗಿದೆ. ಸ್ವಾಧೀನ ನೋಟೀಸ್ (ಸ್ಥಿರಾಸ್ತಿಗಾಗಿ) ಪಿಎನ್‌ಬಿ ಹೌಸಿಂಗ್ ಫೈನಾನ್ಸ್ ಲಿಮಿಟೆಡ್‌ನ ಅಧಿಕೃತ ಅಧಿಕಾರಿಯಾದ ಕೆಳಗೆ ಸಹಿ ಮಾಡಿರುವವರು ಹಣಕಾಸು ಆಸ್ತಿಗಳ ಭದ್ರತೆ ಮತ್ತು ಪುನರ್ ನಿರ್ಮಾಣ ಮತ್ತು ಭದ್ರತಾ ಹಿತಾಸಕ್ತಿ ಜಾರಿ ಕಾಯ್ದೆ 2002 ರ ಅಡಿಯಲ್ಲಿ ಸಾಲಗಾರರಿಗೆ ಬೇಡಿಕೆ ನೋಟೀಸ್ ನೀಡಲಾಗಿತ್ತು. ಸಾಲಗಾರರು ಮೊತ್ತವನ್ನು ಮರುಪಾವತಿಸಲು ವಿಫಲರಾದ ಕಾರಣ ಕೆಳಕಂಡ ಆಸ್ತಿಯನ್ನು ಸ್ವಾಧೀನಪಡಿಸಿಕೊಳ್ಳಲಾಗಿದೆ. 0416 12.02.2025 13-02-2025 ರು. 36,43,537/- 20.05.2025 ಅರ್ಜಿದಾರರು: ಶ್ರೀ ಮುನಿರಾಜು ಬಿನ್ ಲೇಟ್ ಮುನಿಯಪ್ಪ, ಸುಮಾರು 58 ವರ್ಷ. ಸಾರ್ವಜನಿಕರಿಗೆ ತಿಳಿಯಪಡಿಸುವುದೇನೆಂದರೆ ಅರ್ಜಿದಾರರ ತಂದೆ/ತಾಯಿಯವರ ಜನನ/ಮರಣ ನೋಂದಣಿ ಮಾಡಿಸಲು ಈ ನ್ಯಾಯಾಲಯದಲ್ಲಿ ಅರ್ಜಿ ಸಲ್ಲಿಸಿದ್ದು ಯಾರಿಗಾದರೂ ಆಕ್ಷೇಪಣೆ ಇದ್ದಲ್ಲಿ ದಿನಾಂಕ 12.06.2025 ರಂದು ನ್ಯಾಯಾಲಯಕ್ಕೆ ಹಾಜರಾಗಬಹುದು. 0843 12.02.2025 09-02-2024 ರು. 6,92,383/- 20.05.2025 ಅರ್ಜಿದಾರರು: ಶ್ರೀ ಮುನಿರಾಜು ಬಿನ್ ಲೇಟ್ ಮುನಿಯಪ್ಪ, ಸುಮಾರು 58 ವರ್ಷ. ಸಾರ್ವಜನಿಕರಿಗೆ ತಿಳಿಯಪಡಿಸುವುದೇನೆಂದರೆ ಅರ್ಜಿದಾರರ ತಂದೆ/ತಾಯಿಯವರ ಜನನ/ಮರಣ ನೋಂದಣಿ ಮಾಡಿಸಲು ಈ ನ್ಯಾಯಾಲಯದಲ್ಲಿ ಅರ್ಜಿ ಸಲ್ಲಿಸಿದ್ದು ಯಾರಿಗಾದರೂ ಆಕ್ಷೇಪಣೆ ಇದ್ದಲ್ಲಿ ದಿನಾಂಕ 12.06.2025 ರಂದು ನ್ಯಾಯಾಲಯಕ್ಕೆ ಹಾಜರಾಗಬಹುದು. 0266 13.02.2025 13-02-2025 ರು. 17,38,765/- 20.05.2025 ಅರ್ಜಿದಾರರು: ಶ್ರೀ ಮುನಿರಾಜು ಬಿನ್ ಲೇಟ್ ಮುನಿಯಪ್ಪ, ಸುಮಾರು 58 ವರ್ಷ. ಸಾರ್ವಜನಿಕರಿಗೆ ತಿಳಿಯಪಡಿಸುವುದೇನೆಂದರೆ ಅರ್ಜಿದಾರರ ತಂದೆ/ತಾಯಿಯವರ ಜನನ/ಮರಣ ನೋಂದಣಿ ಮಾಡಿಸಲು ಈ ನ್ಯಾಯಾಲಯದಲ್ಲಿ ಅರ್ಜಿ ಸಲ್ಲಿಸಿದ್ದು ಯಾರಿಗಾದರೂ ಆಕ್ಷೇಪಣೆ ಇದ್ದಲ್ಲಿ ದಿನಾಂಕ 12.06.2025 ರಂದು ನ್ಯಾಯಾಲಯಕ್ಕೆ ಹಾಜರಾಗಬಹುದು. ಸ್ಥಳ: ಬೆಂಗಳೂರು, ದಿನಾಂಕ: 24-05-2025 ಸಹಿ/- ಅಧಿಕೃತ ಅಧಿಕಾರಿ, ಪಿಎನ್‌ಬಿ ಹೌಸಿಂಗ್ ಫೈನಾನ್ಸ್ ಲಿಮಿಟೆಡ್ [808, 1480, 1300, 1980]
readers-notice-body: ಪತ್ರಿಕೆಯಲ್ಲಿ ಪ್ರಕಟವಾಗುವ ಜಾಹೀರಾತುಗಳು ವಿಶ್ವಾಸಾರ್ಹವಾದವು. ಆದರೆ ಆದರಲ್ಲಿ ಪ್ರತಿಪಾದಿಸಿದ ವಸ್ತು ವಿಷಯ ವಿಚಾರಗಳು ಜಾಹೀರಾತುದಾರರ ಅಭಿಪ್ರಾಯ ಆಗಿರುವುದರಿಂದ ಹೊಣೆ ಪತ್ರಿಕೆಯ ಅಭಿಪ್ರಾಯವಾಗಿರುವುದಿಲ್ಲ [649, 1051, 781, 1136]
rule-mid [712, 540, 713, 1020]
lead-subhead: ವನ್ಯಜೀವಿ ಅಂಗಾಂಗ ವಾಪಸ್ಸ್ ನೀಡಲು: [505, 479, 633, 490]
court-ad: ಪ್ರಧಾನ ಸಿವಿಲ್ ಮತ್ತು ಜೆ.ಎಂ.ಎಫ್.ಸಿ. ನ್ಯಾಯಾಲಯ, ದೊಡ್ಡಬಳ್ಳಾಪುರ ಕ್ರಿ.ಮಿ.ಸಂ : 882/2024 ಅರ್ಜಿದಾರರು: ಶ್ರೀ ಮುನಿರಾಜು ಬಿನ್ ಲೇಟ್ ಮುನಿಯಪ್ಪ, ಸುಮಾರು 58 ವರ್ಷ. ಸಾರ್ವಜನಿಕರಿಗೆ ತಿಳಿಯಪಡಿಸುವುದೇನೆಂದರೆ ಅರ್ಜಿದಾರರ ತಂದೆ/ತಾಯಿಯವರ ಜನನ/ಮರಣ ನೋಂದಣಿ ಮಾಡಿಸಲು ಈ ನ್ಯಾಯಾಲಯದಲ್ಲಿ ಅರ್ಜಿ ಸಲ್ಲಿಸಿದ್ದು ಯಾರಿಗಾದರೂ ಆಕ್ಷೇಪಣೆ ಇದ್ದಲ್ಲಿ ದಿನಾಂಕ 12.06.2025 ರಂದು ನ್ಯಾಯಾಲಯಕ್ಕೆ ಹಾಜರಾಗಬಹುದು. ಅರ್ಜಿದಾರರು: ಶ್ರೀ ಮುನಿರಾಜು ಬಿನ್ ಲೇಟ್ ಮುನಿಯಪ್ಪ, ಸುಮಾರು 58 ವರ್ಷ. ಸಾರ್ವಜನಿಕರಿಗೆ ತಿಳಿಯಪಡಿಸುವುದೇನೆಂದರೆ ಅರ್ಜಿದಾರರ ತಂದೆ/ತಾಯಿಯವರ ಜನನ/ಮರಣ ನೋಂದಣಿ ಮಾಡಿಸಲು ಈ ನ್ಯಾಯಾಲಯದಲ್ಲಿ ಅರ್ಜಿ ಸಲ್ಲಿಸಿದ್ದು ಯಾರಿಗಾದರೂ ಆಕ್ಷೇಪಣೆ ಇದ್ದಲ್ಲಿ ದಿನಾಂಕ 12.06.2025 ರಂದು ನ್ಯಾಯಾಲಯಕ್ಕೆ ಹಾಜರಾಗಬಹುದು. ನ್ಯಾಯಾಲಯದ ಆದೇಶದ ಮೇರೆಗೆ, ದಿನಾಂಕ 20.05.2025, ಶಿರಸ್ತೇದಾರರು [10, 1340, 160, 1640]
court-notice-footer: By Order of the Court, Sheristedar, Court of Chief Judicial Magistrate, Bangalore Rural District, Bangalore. [21, 275, 149, 299]
lead-body-col3: ಮೈಸೂರು ವಿಭಾಗದಲ್ಲಿ ನಡೆದ ಪ್ರಗತಿ ಪರಿಶೀಲನಾ ಸಭೆಯಲ್ಲಿ ಅರಣ್ಯ ಜೀವಿಶಾಸ್ತ್ರ ಮತ್ತು ಪರಿಸರ ಸಚಿವ ಈಶ್ವರ ಬಿ ಖಂಡ್ರೆ ಸೂಚಿಸಿದರು. [712, 463, 905, 501]
court-ad: ಪ್ರಧಾನ ಸಿವಿಲ್ ಮತ್ತು ಜೆ.ಎಂ.ಎಫ್.ಸಿ. ನ್ಯಾಯಾಲಯ, ದೊಡ್ಡಬಳ್ಳಾಪುರ ಕ್ರಿ.ಮಿ.ಸಂ : 178/2024 ಅರ್ಜಿದಾರರು: ಶ್ರೀ ಮುನಿರಾಜು ಬಿನ್ ಲೇಟ್ ಮುನಿಯಪ್ಪ, ಸುಮಾರು 58 ವರ್ಷ. ಸಾರ್ವಜನಿಕರಿಗೆ ತಿಳಿಯಪಡಿಸುವುದೇನೆಂದರೆ ಅರ್ಜಿದಾರರ ತಂದೆ/ತಾಯಿಯವರ ಜನನ/ಮರಣ ನೋಂದಣಿ ಮಾಡಿಸಲು ಈ ನ್ಯಾಯಾಲಯದಲ್ಲಿ ಅರ್ಜಿ ಸಲ್ಲಿಸಿದ್ದು ಯಾರಿಗಾದರೂ ಆಕ್ಷೇಪಣೆ ಇದ್ದಲ್ಲಿ ದಿನಾಂಕ 12.06.2025 ರಂದು ನ್ಯಾಯಾಲಯಕ್ಕೆ ಹಾಜರಾಗಬಹುದು. ಅರ್ಜಿದಾರರು: ಶ್ರೀ ಮುನಿರಾಜು ಬಿನ್ ಲೇಟ್ ಮುನಿಯಪ್ಪ, ಸುಮಾರು 58 ವರ್ಷ. ಸಾರ್ವಜನಿಕರಿಗೆ ತಿಳಿಯಪಡಿಸುವುದೇನೆಂದರೆ ಅರ್ಜಿದಾರರ ತಂದೆ/ತಾಯಿಯವರ ಜನನ/ಮರಣ ನೋಂದಣಿ ಮಾಡಿಸಲು ಈ ನ್ಯಾಯಾಲಯದಲ್ಲಿ ಅರ್ಜಿ ಸಲ್ಲಿಸಿದ್ದು ಯಾರಿಗಾದರೂ ಆಕ್ಷೇಪಣೆ ಇದ್ದಲ್ಲಿ ದಿನಾಂಕ 12.06.2025 ರಂದು ನ್ಯಾಯಾಲಯಕ್ಕೆ ಹಾಜರಾಗಬಹುದು. ನ್ಯಾಯಾಲಯದ ಆದೇಶದ ಮೇರೆಗೆ, ದಿನಾಂಕ 20.05.2025, ಶಿರಸ್ತೇದಾರರು [165, 1030, 318, 1335]
header-rule [10, 76, 1300, 78]
lead-dateline: ಮೈಸೂರು: [235, 213, 269, 224]
court-ad: ಪ್ರಧಾನ ಸಿವಿಲ್ ಮತ್ತು ಜೆ.ಎಂ.ಎಫ್.ಸಿ. ನ್ಯಾಯಾಲಯ, ದೊಡ್ಡಬಳ್ಳಾಪುರ ಕ್ರಿ.ಮಿ.ಸಂ : 883/2024 ಅರ್ಜಿದಾರರು: ಶ್ರೀ ಮುನಿರಾಜು ಬಿನ್ ಲೇಟ್ ಮುನಿಯಪ್ಪ, ಸುಮಾರು 58 ವರ್ಷ. ಸಾರ್ವಜನಿಕರಿಗೆ ತಿಳಿಯಪಡಿಸುವುದೇನೆಂದರೆ ಅರ್ಜಿದಾರರ ತಂದೆ/ತಾಯಿಯವರ ಜನನ/ಮರಣ ನೋಂದಣಿ ಮಾಡಿಸಲು ಈ ನ್ಯಾಯಾಲಯದಲ್ಲಿ ಅರ್ಜಿ ಸಲ್ಲಿಸಿದ್ದು ಯಾರಿಗಾದರೂ ಆಕ್ಷೇಪಣೆ ಇದ್ದಲ್ಲಿ ದಿನಾಂಕ 12.06.2025 ರಂದು ನ್ಯಾಯಾಲಯಕ್ಕೆ ಹಾಜರಾಗಬಹುದು. ಅರ್ಜಿದಾರರು: ಶ್ರೀ ಮುನಿರಾಜು ಬಿನ್ ಲೇಟ್ ಮುನಿಯಪ್ಪ, ಸುಮಾರು 58 ವರ್ಷ. ಸಾರ್ವಜನಿಕರಿಗೆ ತಿಳಿಯಪಡಿಸುವುದೇನೆಂದರೆ ಅರ್ಜಿದಾರರ ತಂದೆ/ತಾಯಿಯವರ ಜನನ/ಮರಣ ನೋಂದಣಿ ಮಾಡಿಸಲು ಈ ನ್ಯಾಯಾಲಯದಲ್ಲಿ ಅರ್ಜಿ ಸಲ್ಲಿಸಿದ್ದು ಯಾರಿಗಾದರೂ ಆಕ್ಷೇಪಣೆ ಇದ್ದಲ್ಲಿ ದಿನಾಂಕ 12.06.2025 ರಂದು ನ್ಯಾಯಾಲಯಕ್ಕೆ ಹಾಜರಾಗಬಹುದು. ನ್ಯಾಯಾಲಯದ ಆದೇಶದ ಮೇರೆಗೆ, ದಿನಾಂಕ 20.05.2025, ಶಿರಸ್ತೇದಾರರು [10, 1030, 160, 1335]
court-ad: ಪ್ರಧಾನ ಸಿವಿಲ್ ಮತ್ತು ಜೆ.ಎಂ.ಎಫ್.ಸಿ. ನ್ಯಾಯಾಲಯ, ದೊಡ್ಡಬಳ್ಳಾಪುರ ಕ್ರಿ.ಮಿ.ಸಂ : 880/2024 ಅರ್ಜಿದಾರರು: ಶ್ರೀ ಮುನಿರಾಜು ಬಿನ್ ಲೇಟ್ ಮುನಿಯಪ್ಪ, ಸುಮಾರು 58 ವರ್ಷ. ಸಾರ್ವಜನಿಕರಿಗೆ ತಿಳಿಯಪಡಿಸುವುದೇನೆಂದರೆ ಅರ್ಜಿದಾರರ ತಂದೆ/ತಾಯಿಯವರ ಜನನ/ಮರಣ ನೋಂದಣಿ ಮಾಡಿಸಲು ಈ ನ್ಯಾಯಾಲಯದಲ್ಲಿ ಅರ್ಜಿ ಸಲ್ಲಿಸಿದ್ದು ಯಾರಿಗಾದರೂ ಆಕ್ಷೇಪಣೆ ಇದ್ದಲ್ಲಿ ದಿನಾಂಕ 12.06.2025 ರಂದು ನ್ಯಾಯಾಲಯಕ್ಕೆ ಹಾಜರಾಗಬಹುದು. ಅರ್ಜಿದಾರರು: ಶ್ರೀ ಮುನಿರಾಜು ಬಿನ್ ಲೇಟ್ ಮುನಿಯಪ್ಪ, ಸುಮಾರು 58 ವರ್ಷ. ಸಾರ್ವಜನಿಕರಿಗೆ ತಿಳಿಯಪಡಿಸುವುದೇನೆಂದರೆ ಅರ್ಜಿದಾರರ ತಂದೆ/ತಾಯಿಯವರ ಜನನ/ಮರಣ ನೋಂದಣಿ ಮಾಡಿಸಲು ಈ ನ್ಯಾಯಾಲಯದಲ್ಲಿ ಅರ್ಜಿ ಸಲ್ಲಿಸಿದ್ದು ಯಾರಿಗಾದರೂ ಆಕ್ಷೇಪಣೆ ಇದ್ದಲ್ಲಿ ದಿನಾಂಕ 12.06.2025 ರಂದು ನ್ಯಾಯಾಲಯಕ್ಕೆ ಹಾಜರಾಗಬಹುದು. ನ್ಯಾಯಾಲಯದ ಆದೇಶದ ಮೇರೆಗೆ, ದಿನಾಂಕ 20.05.2025, ಶಿರಸ್ತೇದಾರರು [323, 1030, 476, 1335]
header-date: 26 ಮೇ 2025 [53, 35, 117, 48]
pnb-logo: pnb Housing [324, 1713, 382, 1725]
public-notice-bounds: East by : Site No.62, West by : Site No.64, North by : 20 feet Wide Road, South by : Site No.72. [15, 768, 144, 793]
tender-sign: ಸಹಿ/- ರೇಷ್ಮೆ ಸಹಾಯಕ ನಿರ್ದೇಶಕರು, ಹುಣಸೂರು [647, 1456, 785, 1466]
tender-title: ಅಲ್ಪಾವಧಿ ಟೆಂಡರ್ ಪ್ರಕಟಣೆ [551, 1295, 721, 1305]
masthead-tagline: ರಾಷ್ಟ್ರ ಜಾಗೃತಿಯ ಧ್ವನಿ [1085, 52, 1135, 60]
table-row: 0416 12.02.2025 13-02-2025 ರು. 36,43,537/- 20.05.2025 ಅರ್ಜಿದಾರರು: ಶ್ರೀ ಮುನಿರಾಜು ಬಿನ್ ಲೇಟ್ ಮುನಿಯಪ್ಪ, ಸುಮಾರು 58 ವರ್ಷ. ಸಾರ್ವಜನಿಕರಿಗೆ ತಿಳಿಯಪಡಿಸುವುದೇನೆಂದರೆ ಅರ್ಜಿದಾರರ ತಂದೆ/ತಾಯಿಯವರ ಜನನ/ಮರಣ ನೋಂದಣಿ ಮಾಡಿಸಲು ಈ ನ್ಯಾಯಾಲಯದಲ್ಲಿ ಅರ್ಜಿ ಸಲ್ಲಿಸಿದ್ದು ಯಾರಿಗಾದರೂ ಆಕ್ಷೇಪಣೆ ಇದ್ದಲ್ಲಿ ದಿನಾಂಕ 12.06.2025 ರಂದು ನ್ಯಾಯಾಲಯಕ್ಕೆ ಹಾಜರಾಗಬಹುದು. [325, 1776, 788, 1794]
section-title: ಪ್ರಾದೇಶಿಕ [400, 14, 533, 65]
court-notice-body: ಮಾನ್ಯ ಪ್ರಧಾನ ಸಿವಿಲ್ ನ್ಯಾಯಾಧೀಶರು ಹಾಗೂ ಜೆಎಂಎಫ್‌ಸಿ ನ್ಯಾಯಾಲಯ ಬೆಂಗಳೂರು ಗ್ರಾಮಾಂತರ ಜಿಲ್ಲೆ. ಅರ್ಜಿದಾರರು: ಶ್ರೀ ರಾಮಯ್ಯ ಬಿನ್ ಲೇಟ್ ಚಿಕ್ಕಣ್ಣ, ಸುಮಾರು 63 ವರ್ಷ, ವಾಸ: ಹೊಸಕೋಟೆ ತಾಲ್ಲೂಕು. ಎದುರುದಾರರು: ಸಾರ್ವಜನಿಕರು. ಈ ಮೂಲಕ ಸಾರ್ವಜನಿಕರಿಗೆ ತಿಳಿಯಪಡಿಸುವುದೇನೆಂದರೆ ಅರ್ಜಿದಾರರ ಮೃತ ತಂದೆಯವರ ಮರಣ ನೋಂದಣಿ ಮಾಡಿಸಲು ಈ ನ್ಯಾಯಾಲಯದಲ್ಲಿ ಅರ್ಜಿ ಸಲ್ಲಿಸಿದ್ದು ಯಾರಿಗಾದರೂ ಆಕ್ಷೇಪಣೆ ಇದ್ದಲ್ಲಿ ದಿನಾಂಕ 23.06.2025 ರಂದು ಬೆಳಿಗ್ಗೆ 11.00 ಗಂಟೆಗೆ ನ್ಯಾಯಾಲಯಕ್ಕೆ ಹಾಜರಾಗಿ ಆಕ್ಷೇಪಣೆ ಸಲ್ಲಿಸಬಹುದು. ತಪ್ಪಿದಲ್ಲಿ ಏಕಪಕ್ಷೀಯವಾಗಿ ತೀರ್ಮಾನಿಸಲಾಗುವುದು. [15, 102, 155, 184]
court-notice [10, 86, 160, 546]
court-ad: ಪ್ರಧಾನ ಸಿವಿಲ್ ಮತ್ತು ಜೆ.ಎಂ.ಎಫ್.ಸಿ. ನ್ಯಾಯಾಲಯ, ದೊಡ್ಡಬಳ್ಳಾಪುರ ಕ್ರಿ.ಮಿ.ಸಂ : 884/2024 ಅರ್ಜಿದಾರರು: ಶ್ರೀ ಮುನಿರಾಜು ಬಿನ್ ಲೇಟ್ ಮುನಿಯಪ್ಪ, ಸುಮಾರು 58 ವರ್ಷ. ಸಾರ್ವಜನಿಕರಿಗೆ ತಿಳಿಯಪಡಿಸುವುದೇನೆಂದರೆ ಅರ್ಜಿದಾರರ ತಂದೆ/ತಾಯಿಯವರ ಜನನ/ಮರಣ ನೋಂದಣಿ ಮಾಡಿಸಲು ಈ ನ್ಯಾಯಾಲಯದಲ್ಲಿ ಅರ್ಜಿ ಸಲ್ಲಿಸಿದ್ದು ಯಾರಿಗಾದರೂ ಆಕ್ಷೇಪಣೆ ಇದ್ದಲ್ಲಿ ದಿನಾಂಕ 12.06.2025 ರಂದು ನ್ಯಾಯಾಲಯಕ್ಕೆ ಹಾಜರಾಗಬಹುದು. ಅರ್ಜಿದಾರರು: ಶ್ರೀ ಮುನಿರಾಜು ಬಿನ್ ಲೇಟ್ ಮುನಿಯಪ್ಪ, ಸುಮಾರು 58 ವರ್ಷ. ಸಾರ್ವಜನಿಕರಿಗೆ ತಿಳಿಯಪಡಿಸುವುದೇನೆಂದರೆ ಅರ್ಜಿದಾರರ ತಂದೆ/ತಾಯಿಯವರ ಜನನ/ಮರಣ ನೋಂದಣಿ ಮಾಡಿಸಲು ಈ ನ್ಯಾಯಾಲಯದಲ್ಲಿ ಅರ್ಜಿ ಸಲ್ಲಿಸಿದ್ದು ಯಾರಿಗಾದರೂ ಆಕ್ಷೇಪಣೆ ಇದ್ದಲ್ಲಿ ದಿನಾಂಕ 12.06.2025 ರಂದು ನ್ಯಾಯಾಲಯಕ್ಕೆ ಹಾಜರಾಗಬಹುದು. ನ್ಯಾಯಾಲಯದ ಆದೇಶದ ಮೇರೆಗೆ, ದಿನಾಂಕ 20.05.2025, ಶಿರಸ್ತೇದಾರರು [323, 1340, 476, 1640]
lead-body-col2: ವನ್ಯಜೀವಿ ಅಂಗಾಂಗ ವಾಪಸ್ಸ್ ನೀಡಲು: ಮೊಳ, ಆಲೂವಾರಕ್ಕೆ ಜಾಲಿಯಂ ನೃತ್ಯ ಸಂದೇಶ ನೀಡಿದ ನಂತರ ನಾಡಿನ ವನ್ಯಜೀವಿ ಅಂಗಾಂಗ ವಸ್ತುಗಳನ್ನು ಹೊಂದಿರುವವರು ನಿಗದಿತ ಅವಧಿಯೊಳಗೆ ಇಲಾಖೆಗೆ ವಾಪಸ್ ನೀಡಬೇಕು ಎಂದು ತಿಳಿಸಿದರು. [505, 479, 705, 530]
public-ad-title: ಸಾರ್ವಜನಿಕ ಪ್ರಕಟಣೆ [484, 1034, 626, 1046]
public-notice-title: PUBLIC NOTICE [15, 557, 155, 575]
pnb-table [812, 1240, 1296, 1259]
plastic-body-2: ಕುಡಿಯುವ ನೀರಿನ ಗುಣಮಟ್ಟದ ಬಗ್ಗೆ ಕಾಲ ಕಾಲಕ್ಕೆ ಪರೀಕ್ಷೆ ನಡೆಸಬೇಕು. ಕಲುಷಿತ ನೀರು ಸೇವಿಸಿ, ಜನ ಜಾನುವಾರು ಸಾವಿಗೆ ಈಡಾಗದಂತೆ ಎಚ್ಚರ ವಹಿಸಬೇಕು. ಏಳಡಲಾಗಿನ ಸಮರ್ಪಕವಾಗಿ ಕಾರ್ಯ ನಿರ್ವಹಿಸುತ್ತಿವೆಯೇ ಎಂಬ ಬಗ್ಗೆ ಪರಿಶೀಲನೆ ನಡೆಸಬೇಕು ಎಂದು ಅರಣ್ಯ ಜೀವಿಶಾಸ್ತ್ರ ಮತ್ತು ಪರಿಸರ ಸಚಿವ ಈಶ್ವರ ಬಿ.ಖಂಡ್ರೆ ಸೂಚಿಸಿದರು. [988, 344, 1292, 390]
header-date-block [20, 20, 150, 72]
lead-photo-caption: ನಿರೀಕ್ಷಣ ನೀಡಿದರು. [505, 463, 562, 473]
public-ad-body: ಈ ಮೂಲಕ ಸಾರ್ವಜನಿಕರಿಗೆ ತಿಳಿಯಪಡಿಸುವುದೇನೆಂದರೆ, ಮೂಲ ದಾಖಲೆಗಳು ಕಳೆದುಹೋಗಿದ್ದು ಯಾರಿಗಾದರೂ ದೊರೆತಲ್ಲಿ ಕೆಳಕಂಡ ವಿಳಾಸಕ್ಕೆ ತಲುಪಿಸಲು ಕೋರಿದೆ. ದಿನಾಂಕ 24.05.2025, ಬೆಂಗಳೂರು. [484, 1049, 613, 1081]
court-ad: ಪ್ರಧಾನ ಸಿವಿಲ್ ಮತ್ತು ಜೆ.ಎಂ.ಎಫ್.ಸಿ. ನ್ಯಾಯಾಲಯ, ದೊಡ್ಡಬಳ್ಳಾಪುರ ಕ್ರಿ.ಮಿ.ಸಂ : 886/2024 ಅರ್ಜಿದಾರರು: ಶ್ರೀ ಮುನಿರಾಜು ಬಿನ್ ಲೇಟ್ ಮುನಿಯಪ್ಪ, ಸುಮಾರು 58 ವರ್ಷ. ಸಾರ್ವಜನಿಕರಿಗೆ ತಿಳಿಯಪಡಿಸುವುದೇನೆಂದರೆ ಅರ್ಜಿದಾರರ ತಂದೆ/ತಾಯಿಯವರ ಜನನ/ಮರಣ ನೋಂದಣಿ ಮಾಡಿಸಲು ಈ ನ್ಯಾಯಾಲಯದಲ್ಲಿ ಅರ್ಜಿ ಸಲ್ಲಿಸಿದ್ದು ಯಾರಿಗಾದರೂ ಆಕ್ಷೇಪಣೆ ಇದ್ದಲ್ಲಿ ದಿನಾಂಕ 12.06.2025 ರಂದು ನ್ಯಾಯಾಲಯಕ್ಕೆ ಹಾಜರಾಗಬಹುದು. ಅರ್ಜಿದಾರರು: ಶ್ರೀ ಮುನಿರಾಜು ಬಿನ್ ಲೇಟ್ ಮುನಿಯಪ್ಪ, ಸುಮಾರು 58 ವರ್ಷ. ಸಾರ್ವಜನಿಕರಿಗೆ ತಿಳಿಯಪಡಿಸುವುದೇನೆಂದರೆ ಅರ್ಜಿದಾರರ ತಂದೆ/ತಾಯಿಯವರ ಜನನ/ಮರಣ ನೋಂದಣಿ ಮಾಡಿಸಲು ಈ ನ್ಯಾಯಾಲಯದಲ್ಲಿ ಅರ್ಜಿ ಸಲ್ಲಿಸಿದ್ದು ಯಾರಿಗಾದರೂ ಆಕ್ಷೇಪಣೆ ಇದ್ದಲ್ಲಿ ದಿನಾಂಕ 12.06.2025 ರಂದು ನ್ಯಾಯಾಲಯಕ್ಕೆ ಹಾಜರಾಗಬಹುದು. ನ್ಯಾಯಾಲಯದ ಆದೇಶದ ಮೇರೆಗೆ, ದಿನಾಂಕ 20.05.2025, ಶಿರಸ್ತೇದಾರರು [165, 1645, 318, 1980]
court-notice-number: ಕ್ರಿಮಿನಲ್ ಮಿಸ್ ಸಂಖ್ಯೆ : 376/2025 [37, 91, 133, 99]
table-row: 0843 12.02.2025 09-02-2024 ರು. 6,92,383/- 20.05.2025 ಅರ್ಜಿದಾರರು: ಶ್ರೀ ಮುನಿರಾಜು ಬಿನ್ ಲೇಟ್ ಮುನಿಯಪ್ಪ, ಸುಮಾರು 58 ವರ್ಷ. ಸಾರ್ವಜನಿಕರಿಗೆ ತಿಳಿಯಪಡಿಸುವುದೇನೆಂದರೆ ಅರ್ಜಿದಾರರ ತಂದೆ/ತಾಯಿಯವರ ಜನನ/ಮರಣ ನೋಂದಣಿ ಮಾಡಿಸಲು ಈ ನ್ಯಾಯಾಲಯದಲ್ಲಿ ಅರ್ಜಿ ಸಲ್ಲಿಸಿದ್ದು ಯಾರಿಗಾದರೂ ಆಕ್ಷೇಪಣೆ ಇದ್ದಲ್ಲಿ ದಿನಾಂಕ 12.06.2025 ರಂದು ನ್ಯಾಯಾಲಯಕ್ಕೆ ಹಾಜರಾಗಬಹುದು. [813, 1548, 1296, 1566]
public-notice-sign: RBK Legal, Advocates & Solicitors FFD W, 4th Floor Sampoorna Chambers, Vasavi Temple Road, V.V.Puram Bengaluru-560004. 080-42053588 / 080-42296969 [15, 961, 150, 1002]
lead-body-1: ಕೀರಾ ಅನಿವಾರ್ಯ ಪರಿಸ್ಥಿತಿ ಇದ್ದರೆ ಮಾತ್ರ ಅಥವಾ ಬೇರೆ ಯಾವುದೇ ಮಾರ್ಗವಿಲ್ಲದಾಗ ಮರ ಕಡಿತಕ್ಕೆ ಅನುಮತಿ ನೀಡಬೇಕು, ಅನಗತ್ಯವಾಗಿ ಮರ ಕಡಿತಕ್ಕೆ ಅವಕಾಶ ನೀಡಬಾರದು ಎಂದು ಅರಣ್ಯ ಜೀವಿಶಾಸ್ತ್ರ ಮತ್ತು ಪರಿಸರ ಸಚಿವ ಈಶ್ವರ ಬಿ ಖಂಡ್ರೆ ಅಧಿಕಾರಿಗಳಿಗೆ ಸ್ಪಷ್ಟ ಸೂಚನೆ ನೀಡಿದರು. ನಗರದಲ್ಲಿ ನಡೆದ ಮೈಸೂರು ವೃತ್ತದ ಅರಣ್ಯಾಧಿಕಾರಿಗಳ ಸಭೆಯ ಅಧ್ಯಕ್ಷತೆ ವಹಿಸಿ ಮಾತನಾಡಿ, ಮೈಸೂರಿನ ಹೆದ್ದಾರಿ ರಸ್ತೆ ಅಗಲೀಕರಣಕ್ಕಾಗಿ ಅನಾವಶ್ಯಕವಾಗಿ ಮರಗಳನ್ನು ಕಡಿದು ಹಾಕುವ ಬಗ್ಗೆ ದೂರುಗಳಿವೆ. ರಸ್ತೆ ಬದಿಯಲ್ಲಿ ಸಾಲು ಮರ ಬೆಳೆಸುವ ಬಗ್ಗೆ ಗಮನ ಹರಿಸಬೇಕು ಎಂದು ತಿಳಿಸಿದರು. [235, 213, 495, 304]
rule-lead-bottom [235, 536, 1300, 537]
lead-headline: ಅನಿವಾರ್ಯವಾದಲ್ಲಿ ಮಾತ್ರ ಮರ ಕಡಿತಕ್ಕೆ ಸಮ್ಮತಿ [250, 130, 962, 186]
tender-dipr: DIPR/DMYS/235/KSMCA/196/2025-26 [487, 1466, 642, 1475]
masthead-logo-icon [969, 14, 993, 38]
readers-notice-title: ಓದುಗರ ಗಮನಕ್ಕೆ : [679, 1036, 751, 1049]
plastic-headline: ಏಕಬಳಕೆ ಪ್ಲಾಸ್ಟಿಕ್ 4500 ದಾಳಿ, 21 ಲಕ್ಷ ರೂ.ದಂಡ ವಸೂಲಿ [988, 217, 1232, 259]
basava-headline: ವಿಶ್ವಗುರು ಸಂಘದಿಂದ ನಾಳೆ ಬಸವ ಜಯಂತಿ [808, 1028, 1158, 1057]
